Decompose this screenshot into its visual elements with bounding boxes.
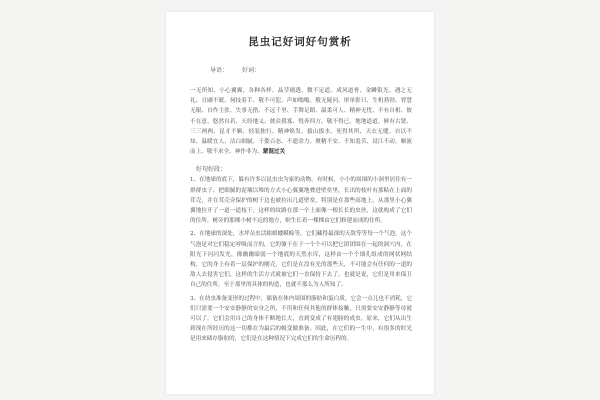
vocabulary-highlight: 蒙混过关 bbox=[262, 149, 286, 156]
sentence-paragraph-2: 2、在地球的深处，水坪杂虫活蛆蛆蝼蟆蜍等，它们藏得最深的天敌等等每一个气泡。这个气泡是对它们稳定呼吸而言的，它的躯干在于一个个可以把它团团围在一起的洞穴内，在阳光下闪闪发光，像幽幽暗弱一个地底的天然水库，这样由一个个细孔组成的网状网结构，它的身上有着一层保护的刚壳，它们是在没有光的那些天，不可能会有任何的一道的敌人去侵害它们，这样的生活方式就被它们一直保持下去了。也就是说，它们是用来保卫自己的住所，至于那里的具体的构造，也就不那么为人所知了。 bbox=[190, 231, 412, 289]
section-title: 好句好段： bbox=[196, 166, 227, 174]
document-title: 昆虫记好词好句赏析 bbox=[248, 36, 352, 48]
sentence-paragraph-3: 3、在幼虫准备变形的过程中，储备在体内周围的脂肪和蛋白质。它会一点儿也不消耗，它们只需要一个安安静静的安身之所，不用和任何其他的群体接触，只需要安安静静等待就可以了。它们会用自己的身体不断地长大，直到变成了有翅膀的成虫。原来，它们从出生到现在所经历的这一切都在为最后的蜕变做准备。因此，在它们的一生中，有很多的时光是用来储存脂肪的，它们是在这种情况下完成它们的生命历程的。 bbox=[190, 295, 412, 343]
guide-label: 导语： bbox=[210, 67, 229, 74]
sentence-paragraph-1: 1、在地球的底下，躲有许多以昆虫虫为家的动物。有时候，小小的周围的小洞里居住有一群群虫子、把细腻的泥壤以堆的方式小心翼翼地叠进壁垒里，长出的枝叶有那粘在上面的茸壳，并在茸壳旁保护的树干边也被拉出几道壁垒，特别是在那些高地上，从那里小心翼翼地拉开了一道一道枝干，这样的纹路在那一个上面像一根长长的虫丝，这就构成了它们的住所。树旁的那棵小树不远的地方，则生长着一棵棵由它们修建而成的住所。 bbox=[190, 177, 412, 225]
vocabulary-text: 一无所知、小心翼翼、各种各样、晶莹剔透、微不足道、成风道骨、金鳞银光、遇之无礼、且刷不眠、伺技着手、敬不可犯、声如嗡嗡、敬无疑问、形单影只、生机勃勃、智慧无限、自作主张、失事无措、不远千里、手舞足蹈、温柔可人、精神无忧、不有自相、彼不在意、悠然自若、天经地义、彼众我寡、悦奔四方、敬不得已、地地道道、鲜有古贤、三三两两、昆豸不顺、轻装独行、精神焕发、拔山拔水、死得其所、天衣无缝、自以不知、温暖宜人、洁白细腻、千姿百态、不遗余力、聚精不安、不知羞苦、浸江不动、顺流而上、敬不求全、神作非为、 bbox=[190, 88, 412, 156]
document-page bbox=[166, 12, 434, 394]
vocabulary-paragraph bbox=[190, 86, 412, 157]
guide-value: 好词： bbox=[242, 67, 261, 74]
guide-line bbox=[210, 65, 434, 74]
